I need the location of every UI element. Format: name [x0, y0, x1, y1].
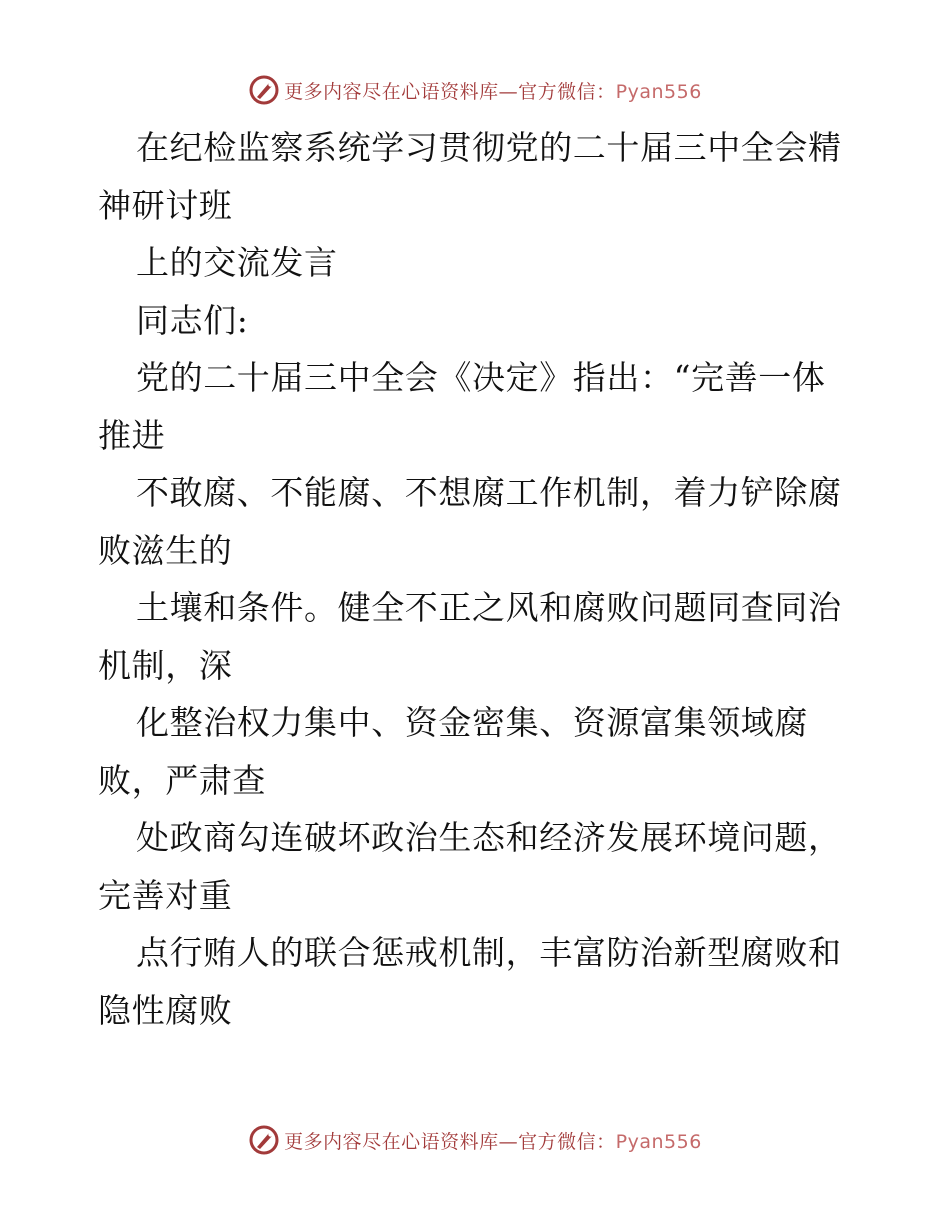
- body-line: 化整治权力集中、资金密集、资源富集领域腐: [136, 703, 808, 742]
- body-line: 神研讨班: [98, 185, 233, 225]
- body-line: 隐性腐败: [98, 990, 233, 1030]
- body-line: 不敢腐、不能腐、不想腐工作机制，着力铲除腐: [136, 473, 842, 512]
- body-line: 点行贿人的联合惩戒机制，丰富防治新型腐败和: [136, 933, 842, 972]
- header-watermark-text: 更多内容尽在心语资料库—官方微信：: [284, 80, 616, 103]
- document-body: [98, 120, 858, 1040]
- body-line: 败，严肃查: [98, 760, 266, 800]
- body-line: 推进: [98, 415, 166, 455]
- body-line: 在纪检监察系统学习贯彻党的二十届三中全会精: [136, 128, 842, 167]
- body-line: 党的二十届三中全会《决定》指出：“完善一体: [136, 358, 826, 397]
- footer-wechat-handle: Pyan556: [615, 1130, 702, 1153]
- body-line: 上的交流发言: [136, 243, 338, 282]
- body-line: 败滋生的: [98, 530, 233, 570]
- body-line: 同志们:: [136, 300, 249, 340]
- body-line: 处政商勾连破坏政治生态和经济发展环境问题，: [136, 818, 842, 857]
- footer-watermark-text: 更多内容尽在心语资料库—官方微信：: [284, 1130, 616, 1153]
- body-line: 完善对重: [98, 875, 233, 915]
- pen-logo-icon: [248, 74, 280, 106]
- pen-logo-icon: [248, 1124, 280, 1156]
- body-line: 土壤和条件。健全不正之风和腐败问题同查同治: [136, 588, 842, 627]
- header-watermark: [0, 70, 950, 110]
- footer-watermark: [0, 1120, 950, 1160]
- body-line: 机制，深: [98, 645, 233, 685]
- header-wechat-handle: Pyan556: [615, 80, 702, 103]
